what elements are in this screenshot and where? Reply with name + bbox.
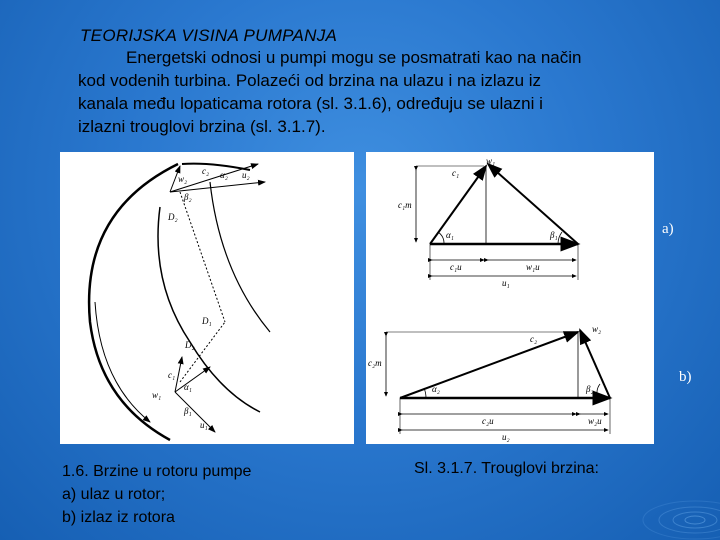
- tri-a-label-alpha1: α₁: [446, 230, 454, 240]
- tri-a-label-u1: u₁: [502, 278, 510, 288]
- paragraph-line: izlazni trouglovi brzina (sl. 3.1.7).: [78, 117, 326, 136]
- rotor-label-D2: D₂: [168, 212, 178, 222]
- tri-b-label-c2: c₂: [530, 334, 538, 344]
- tri-b-label-beta2: β₂: [586, 384, 594, 394]
- tri-b-label-alpha2: α₂: [432, 384, 440, 394]
- rotor-label-alpha2: α₂: [220, 170, 228, 180]
- tri-b-label-w2: w₂: [592, 324, 602, 334]
- rotor-velocity-figure: [60, 152, 354, 444]
- rotor-label-alpha1: α₁: [184, 382, 192, 392]
- figure-caption-left: [62, 460, 251, 529]
- rotor-label-D1: D₁: [202, 316, 212, 326]
- paragraph-line: Energetski odnosi u pumpi mogu se posmatrati kao na način: [126, 48, 582, 67]
- blade-top: [182, 164, 250, 170]
- rotor-label-D2-inner: D₂: [185, 340, 195, 350]
- rotor-label-u1: u₁: [200, 420, 208, 430]
- caption-line: a) ulaz u rotor;: [62, 486, 166, 503]
- figure-caption-right: Sl. 3.1.7. Trouglovi brzina:: [414, 460, 599, 477]
- label-b: b): [679, 369, 692, 385]
- caption-line: b) izlaz iz rotora: [62, 509, 175, 526]
- paragraph-line: kod vodenih turbina. Polazeći od brzina na ulazu i na izlazu iz: [78, 71, 542, 90]
- rotor-label-c1: c₁: [168, 370, 176, 380]
- blade-curve: [158, 207, 260, 412]
- slide-title: TEORIJSKA VISINA PUMPANJA: [80, 26, 338, 45]
- rotor-label-beta2: β₂: [184, 192, 192, 202]
- velocity-triangles-figure: [366, 152, 654, 444]
- rotation-arrow: [95, 302, 150, 422]
- body-paragraph: [78, 46, 678, 138]
- rotor-label-u2: u₂: [242, 170, 250, 180]
- tri-a-label-c1u: c₁u: [450, 262, 462, 272]
- tri-b-label-w2u: w₂u: [588, 416, 602, 426]
- rotor-label-w1: w₁: [152, 390, 162, 400]
- tri-a-label-w1u: w₁u: [526, 262, 540, 272]
- outer-rotor-arc: [89, 164, 178, 440]
- tri-a-label-beta1: β₁: [550, 230, 558, 240]
- tri-b-label-c2u: c₂u: [482, 416, 494, 426]
- rotor-label-w2: w₂: [178, 174, 188, 184]
- paragraph-line: kanala među lopaticama rotora (sl. 3.1.6), određuju se ulazni i: [78, 94, 543, 113]
- inner-blade: [210, 182, 270, 332]
- rotor-label-beta1: β₁: [184, 406, 192, 416]
- label-a: a): [662, 221, 674, 237]
- caption-line: 1.6. Brzine u rotoru pumpe: [62, 463, 252, 480]
- tri-a-label-c1: c₁: [452, 168, 460, 178]
- rotor-label-c2: c₂: [202, 166, 210, 176]
- tri-b-label-c2m: c₂m: [368, 358, 382, 368]
- tri-b-label-u2: u₂: [502, 432, 510, 442]
- tri-a-label-c1m: c₁m: [398, 200, 412, 210]
- tri-a-label-w1: w₁: [486, 156, 496, 166]
